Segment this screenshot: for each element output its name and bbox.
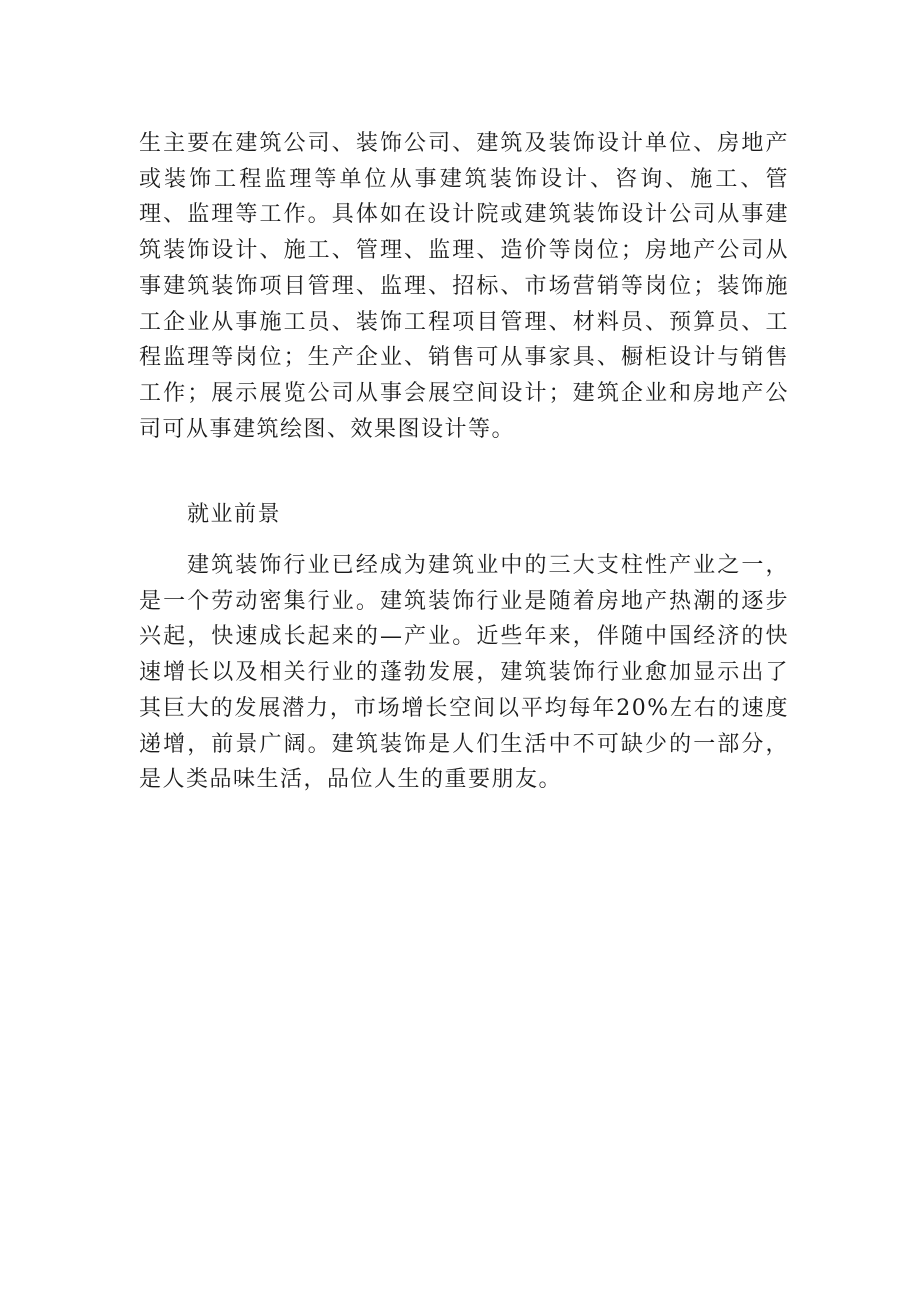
section-heading-employment-outlook: 就业前景: [187, 502, 282, 527]
body-paragraph-employment-outlook: 建筑装饰行业已经成为建筑业中的三大支柱性产业之一，是一个劳动密集行业。建筑装饰行业是随着房地产热潮的逐步兴起，快速成长起来的—产业。近些年来，伴随中国经济的快速增长以及相关行业的蓬勃发展，建筑装饰行业愈加显示出了其巨大的发展潜力，市场增长空间以平均每年20%左右的速度递增，前景广阔。建筑装饰是人们生活中不可缺少的一部分，是人类品味生活，品位人生的重要朋友。: [139, 553, 789, 793]
body-paragraph-employment-fields: 生主要在建筑公司、装饰公司、建筑及装饰设计单位、房地产或装饰工程监理等单位从事建筑装饰设计、咨询、施工、管理、监理等工作。具体如在设计院或建筑装饰设计公司从事建筑装饰设计、施工、管理、监理、造价等岗位；房地产公司从事建筑装饰项目管理、监理、招标、市场营销等岗位；装饰施工企业从事施工员、装饰工程项目管理、材料员、预算员、工程监理等岗位；生产企业、销售可从事家具、橱柜设计与销售工作；展示展览公司从事会展空间设计；建筑企业和房地产公司可从事建筑绘图、效果图设计等。: [139, 131, 789, 442]
